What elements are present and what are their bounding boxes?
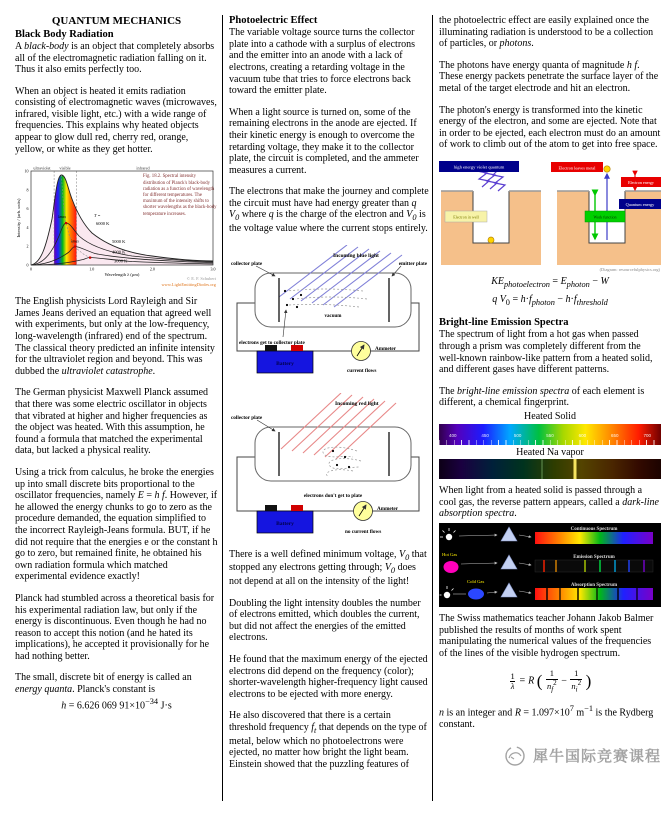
heated-solid-label: Heated Solid [524, 410, 576, 422]
incoming-red-light-label: Incoming red light [335, 400, 379, 407]
xtick: 0 [30, 266, 32, 272]
region-infrared: infrared [136, 165, 150, 171]
rparen: ) [585, 671, 592, 691]
watermark-logo-icon [503, 744, 527, 768]
ytick: 6 [26, 206, 29, 212]
electron-well-label: Electron in well [453, 214, 479, 220]
planck-constant-equation: h = 6.626 069 $91\times 10^{-34}$ J·s [61, 696, 172, 711]
continuous-spectrum-strip [439, 424, 661, 445]
balmer-frac-nf: $\frac{1}{n_f^2}$ [546, 668, 557, 694]
electron-leaves-metal-label: Electron leaves metal [558, 165, 596, 171]
heated-na-vapor-label: Heated Na vapor [516, 446, 584, 458]
cold-gas-label: Cold Gas [467, 578, 485, 584]
col3-para-7: The Swiss mathematics teacher Johann Jakob Balmer published the results of months of work spent manipulating the numerical values of the frequencies of the lines of the visible hydrogen spectrum. [439, 612, 654, 659]
lambda-max-label-1: λmax [58, 215, 66, 220]
curve-4000k-label: 4000 K [112, 249, 126, 255]
ytick: 2 [26, 243, 29, 249]
xtick: 1.0 [89, 266, 95, 272]
col2-para-6: He found that the maximum energy of the ejected electrons did depend on the frequency (color); shorter-wavelength higher-frequency light caused electrons to be ejected with more energy. [229, 654, 428, 700]
energy-well-diagram [439, 161, 661, 273]
col1-para-4: The German physicist Maxwell Planck assumed that there was some electric oscillator in objects that vibrated at higher and higher frequencies as the object was heated. With this assumption, he found a formula that matched the experimental data, but lacked a physical reality. [15, 387, 209, 457]
balmer-mid: = R [518, 675, 535, 687]
electrons-dont-get-label: electrons don't get to plate [303, 492, 363, 499]
wavelength-ticks: 400 450 500 550 600 650 700 [449, 433, 651, 439]
blue-light-circuit-figure [229, 245, 429, 391]
blackbody-figure [15, 165, 218, 287]
collector-plate-label: collector plate [231, 260, 263, 267]
ammeter-label-2: Ammeter [377, 505, 399, 512]
region-visible: visible [59, 165, 71, 171]
column-divider-2 [432, 15, 433, 801]
col3-para-6: When light from a heated solid is passed through a cool gas, the reverse pattern appears, called a dark-line absorption spectra. [439, 485, 659, 520]
col3-para-8: n is an integer and $R = 1.097\times 10^7$ $m^{-1}$ is the Rydberg constant. [439, 703, 654, 730]
column-divider-1 [222, 15, 223, 801]
credit-url: www.LightEmittingDiodes.org [161, 281, 216, 287]
col1-para-2: When an object is heated it emits radiation consisting of electromagnetic waves (microwaves, infrared, visible light, etc.) with a wide range of frequencies. This explains why heated objects appear to glow dull red, cherry red, orange, yellow, or white as they get hotter. [15, 85, 217, 155]
red-light-circuit-figure [229, 393, 429, 545]
xtick: 2.0 [149, 266, 155, 272]
column-2 [229, 15, 429, 780]
col2-para-3: The electrons that make the journey and complete the circuit must have had energy greater than q $V_0$ where q is the charge of the electron and $V_0$ is the voltage value where the current stops entirely. [229, 186, 429, 235]
spectra-types-figure [439, 523, 661, 607]
col1-para-7: The small, discrete bit of energy is called an energy quanta. Planck's constant is [15, 672, 192, 696]
heading-black-body: Black Body Radiation [15, 28, 114, 40]
battery-label: Battery [276, 360, 294, 367]
electrons-get-label: electrons get to collector plate [239, 339, 305, 346]
blue-light-circuit [229, 245, 429, 391]
electron-energy-label: Electron energy [628, 179, 654, 185]
ytick: 8 [26, 187, 29, 193]
emission-spectrum-label: Emission Spectrum [573, 554, 615, 560]
x-axis-label: Wavelength λ (μm) [104, 272, 140, 278]
col3-para-2: The photons have energy quanta of magnitude h f. These energy packets penetrate the surface layer of the metal of the target electrode and hit an electron. [439, 59, 659, 94]
curve-6000k-label: 6000 K [96, 221, 110, 227]
col3-para-1: the photoelectric effect are easily explained once the illuminating radiation is understood to be a collection of particles, or photons. [439, 15, 654, 50]
energy-well-figure [439, 161, 661, 273]
col1-para-1: A black-body is an object that completely absorbs all of the electromagnetic radiation falling on it. Thus it also emits perfectly too. [15, 40, 215, 76]
balmer-lhs-fraction: $\frac{1}{\lambda}$ [510, 670, 515, 692]
curve-5000k-label: 5000 K [112, 239, 126, 245]
work-function-label: Work function [593, 214, 617, 220]
qv-equation: q $V_0 = h\cdot f_{photon} - h\cdot f_{threshold}$ [492, 293, 608, 307]
col2-para-2: When a light source is turned on, some of the remaining electrons in the anode are ejected. If their kinetic energy is enough to overcome the retarding voltage, they make it to the collector plate, the circuit is completed, and the ammeter measures a current. [229, 106, 419, 176]
ytick: 10 [24, 168, 29, 174]
col2-para-7: He also discovered that there is a certain threshold frequency $f_t$ that depends on the type of metal, below which no photoelectrons were ejected, no matter how bright the light beam. Einstein showed that the puzzling features of [229, 710, 427, 770]
ytick: 0 [26, 262, 29, 268]
red-light-circuit [229, 393, 429, 545]
incoming-blue-light-label: Incoming blue light [333, 252, 379, 259]
region-ultraviolet: ultraviolet [33, 165, 51, 171]
doc-title: QUANTUM MECHANICS [51, 15, 182, 27]
col2-para-5: Doubling the light intensity doubles the number of electrons emitted, which doubles the current, but did not affect the energies of the emitted electrons. [229, 597, 421, 644]
continuous-spectrum-label: Continuous Spectrum [570, 526, 618, 532]
vacuum-label: vacuum [324, 313, 342, 319]
col3-para-3: The photon's energy is transformed into the kinetic energy of the electron, and some are ejected. Note that in order to be ejected, each electron must do an amount of work to climb out of the atom to get into free space. [439, 104, 661, 151]
current-flows-label: current flows [347, 367, 377, 374]
col1-para-3: The English physicists Lord Rayleigh and Sir James Jeans derived an equation that agreed well with experiments, but only at the low-frequency, long-wavelength (infrared) end of the spectrum. The classical theory predicted an infinite intensity for the ultraviolet region and beyond. This was dubbed the ultraviolet catastrophe. [15, 296, 215, 377]
col3-para-5: The bright-line emission spectra of each element is different, a chemical fingerprint. [439, 385, 645, 409]
watermark [439, 744, 661, 768]
heading-bright-line: Bright-line Emission Spectra [439, 317, 569, 329]
balmer-equation [439, 669, 661, 694]
col2-para-1: The variable voltage source turns the collector plate into a cathode with a surplus of electrons and the emitter into an anode with a lack of electrons, creating a retarding voltage in the vacuum tube that tries to force electrons back toward the emitter plate. [229, 27, 416, 97]
spectra-types-diagram [439, 523, 661, 607]
ytick: 4 [26, 225, 29, 231]
column-1 [15, 15, 218, 722]
watermark-text: 犀牛国际竞赛课程 [532, 746, 661, 765]
violet-quantum-label: high energy violet quantum [453, 164, 505, 170]
na-emission-strip [439, 459, 661, 479]
y-axis-label: Intensity / (arb. units) [16, 198, 21, 238]
col3-para-4: The spectrum of light from a hot gas when passed through a prism was completely different from the well-known rainbow-like pattern from a heated solid, and different gases have different patterns. [439, 329, 653, 376]
battery-label-2: Battery [276, 520, 294, 527]
balmer-frac-ni: $\frac{1}{n_i^2}$ [571, 668, 582, 694]
no-current-flows-label: no current flows [345, 528, 382, 535]
balmer-minus: − [561, 675, 567, 687]
absorption-spectrum-label: Absorption Spectrum [570, 582, 618, 588]
col1-para-6: Planck had stumbled across a theoretical basis for his experimental radiation law, but only if the energy is discontinuous. Even though he had no reason to accept this notion (and he hated its implications), he accepted it provisionally for he had nothing better. [15, 592, 215, 662]
well-diagram-credit: (Diagram: resourcefulphysics.org) [599, 266, 660, 272]
curve-3000k-label: 3000 K [114, 258, 128, 264]
figure-credit [161, 276, 216, 287]
figure-caption: Fig. 18.2. Spectral intensity distribution of Planck's black-body radiation as a function of wavelength for different temperatures. The maximum of the intensity shifts to shorter wavelengths as the black-body temperature increases. [143, 174, 217, 217]
emitter-plate-label: emitter plate [398, 260, 427, 267]
xtick: 3.0 [210, 266, 216, 272]
col2-para-4: There is a well defined minimum voltage, $V_0$ that stopped any electrons getting through; $V_0$ does not depend at all on the intensity of the light! [229, 548, 427, 588]
quantum-energy-label: Quantum energy [625, 201, 655, 207]
collector-plate-label-2: collector plate [231, 414, 263, 421]
ammeter-label: Ammeter [375, 345, 397, 352]
lparen: ( [536, 671, 543, 691]
col1-para-5: Using a trick from calculus, he broke the energies up into small discrete bits proportional to the oscillator frequencies, namely E = h f. However, if he allowed the energy chunks to go to zero as the procedure demanded, the equation simplified to the incorrect Rayleigh-Jeans formula. BUT, if he did not require that the energies e or the constant h go to zero, but remained finite, he obtained his own radiation formula which matched experimental evidence exactly! [15, 466, 218, 583]
column-3 [439, 15, 661, 768]
ke-equation: $KE_{photoelectron} = E_{photon} - W$ [491, 275, 609, 289]
heading-photoelectric: Photoelectric Effect [229, 15, 318, 26]
credit-author: © E. F. Schubert [186, 276, 216, 282]
t-equals-label: T = [94, 213, 101, 219]
hot-gas-label: Hot Gas [442, 551, 458, 557]
lambda-max-label-2: λmax [71, 239, 79, 244]
